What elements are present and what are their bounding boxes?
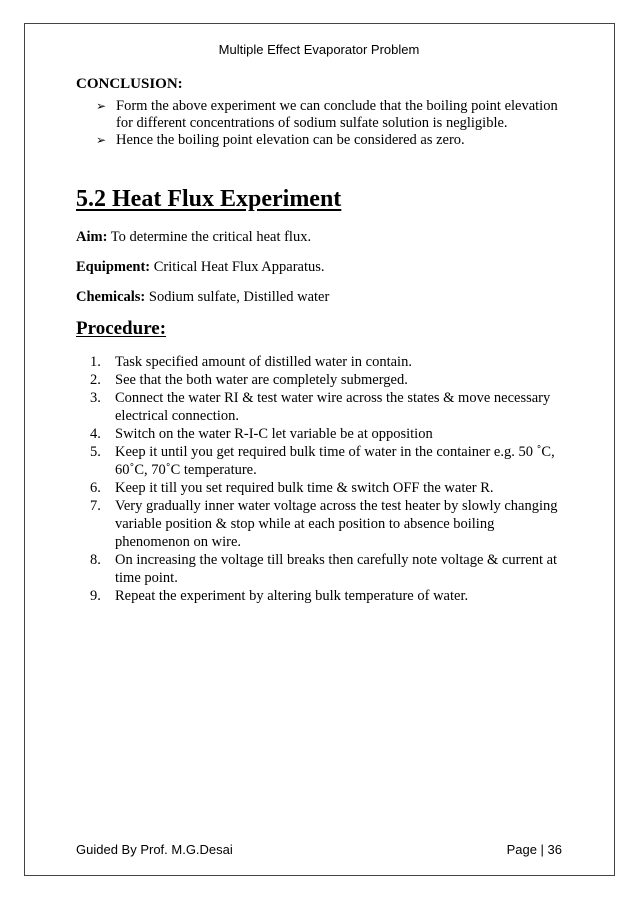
list-item: [90, 389, 568, 425]
list-item: [96, 98, 566, 132]
procedure-step-list: [90, 353, 568, 605]
step-number: 8.: [90, 552, 101, 568]
list-item: [90, 587, 568, 605]
list-item: [90, 353, 568, 371]
equipment-label: Equipment:: [76, 259, 151, 275]
list-item: [90, 425, 568, 443]
step-text: On increasing the voltage till breaks then carefully note voltage & current at time point.: [115, 552, 558, 586]
equipment-text: Critical Heat Flux Apparatus.: [153, 259, 325, 275]
step-number: 6.: [90, 480, 101, 496]
running-header: Multiple Effect Evaporator Problem: [218, 42, 420, 57]
step-text: Switch on the water R-I-C let variable be at opposition: [115, 426, 433, 442]
chemicals-line: [76, 289, 329, 306]
list-item: [90, 479, 568, 497]
chemicals-label: Chemicals:: [76, 289, 146, 305]
conclusion-bullet-list: [96, 98, 566, 149]
step-text: Repeat the experiment by altering bulk temperature of water.: [115, 588, 469, 604]
aim-text: To determine the critical heat flux.: [110, 229, 312, 245]
step-number: 2.: [90, 372, 101, 388]
step-number: 1.: [90, 354, 101, 370]
step-number: 9.: [90, 588, 101, 604]
list-item: [90, 443, 568, 479]
footer-guide: Guided By Prof. M.G.Desai: [76, 842, 233, 857]
list-item: [90, 371, 568, 389]
arrow-bullet-icon: ➢: [96, 99, 107, 113]
procedure-heading: Procedure:: [76, 318, 167, 339]
conclusion-heading: CONCLUSION:: [76, 76, 183, 92]
chemicals-text: Sodium sulfate, Distilled water: [148, 289, 330, 305]
equipment-line: [76, 259, 325, 276]
step-number: 3.: [90, 390, 101, 406]
bullet-text: Form the above experiment we can conclude that the boiling point elevation for different concentrations of sodium sulfate solution is negligible.: [116, 98, 558, 131]
step-text: Connect the water RI & test water wire across the states & move necessary electrical connection.: [115, 390, 551, 424]
step-text: Very gradually inner water voltage across the test heater by slowly changing variable position & stop while at each position to absence boiling phenomenon on wire.: [115, 498, 558, 550]
footer-page-number: Page | 36: [506, 842, 562, 857]
list-item: [90, 551, 568, 587]
list-item: [96, 132, 566, 149]
step-text: See that the both water are completely submerged.: [115, 372, 408, 388]
step-number: 7.: [90, 498, 101, 514]
step-number: 5.: [90, 444, 101, 460]
list-item: [90, 497, 568, 551]
aim-line: [76, 229, 311, 246]
step-text: Task specified amount of distilled water in contain.: [115, 354, 412, 370]
bullet-text: Hence the boiling point elevation can be considered as zero.: [116, 132, 465, 148]
aim-label: Aim:: [76, 229, 108, 245]
step-number: 4.: [90, 426, 101, 442]
arrow-bullet-icon: ➢: [96, 133, 107, 147]
step-text: Keep it until you get required bulk time of water in the container e.g. 50 ˚C, 60˚C, 70˚C temperature.: [115, 444, 555, 478]
step-text: Keep it till you set required bulk time & switch OFF the water R.: [115, 480, 494, 496]
section-title: 5.2 Heat Flux Experiment: [76, 186, 342, 212]
